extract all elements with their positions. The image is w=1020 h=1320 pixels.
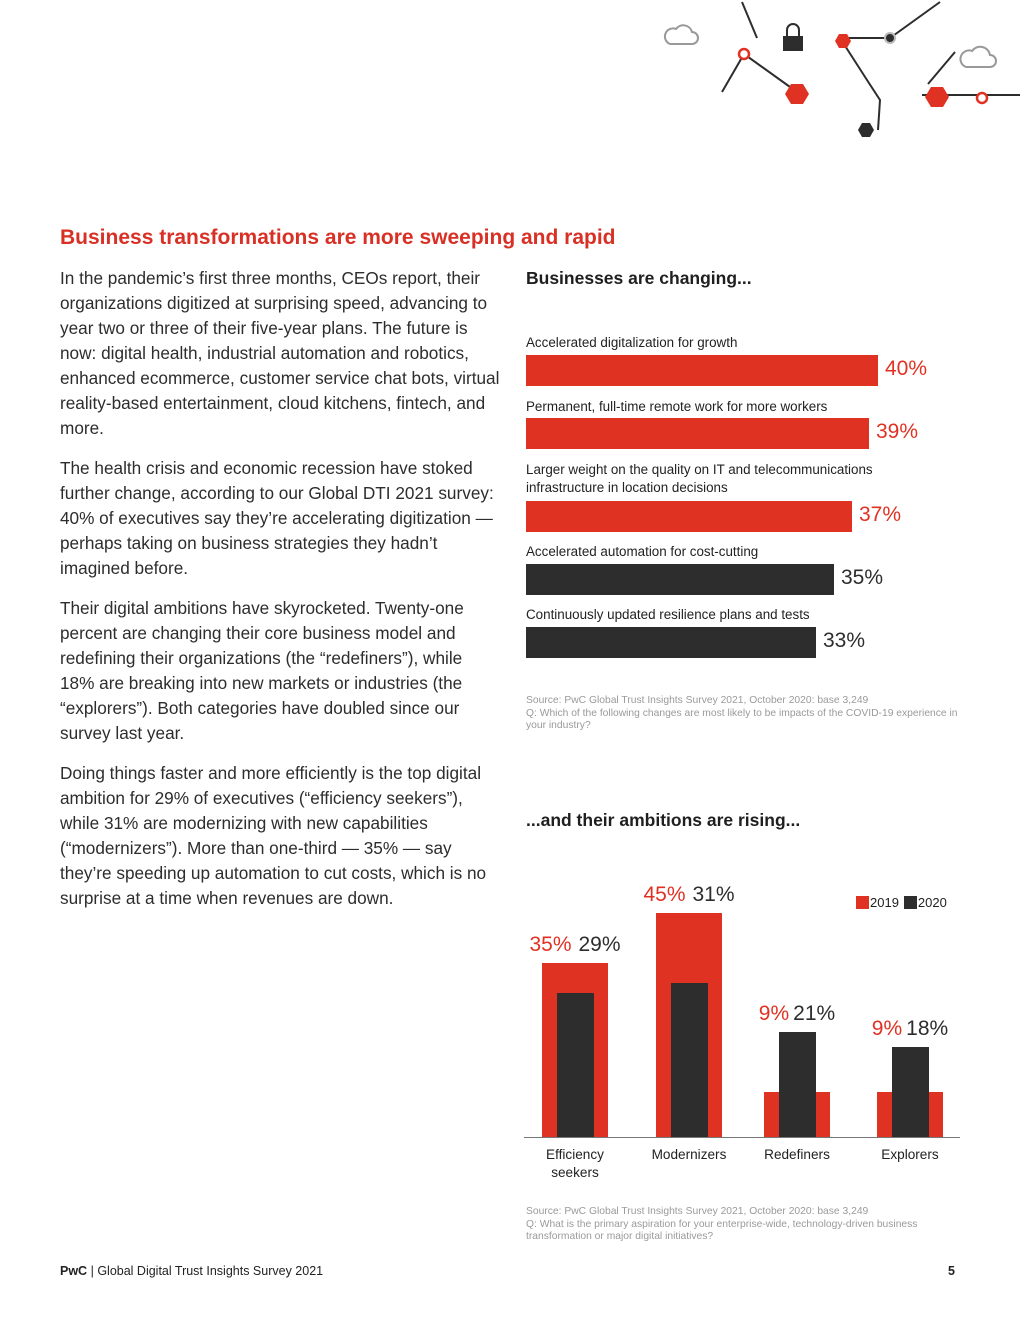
value-label-pair [840,1017,980,1041]
node-hexagon-dark [858,123,874,137]
bar-value: 35% [841,566,884,589]
cloud-icon [665,25,698,44]
bar-label: Accelerated automation for cost-cutting [526,544,759,559]
category-label: Explorers [881,1147,939,1162]
question-line: Q: What is the primary aspiration for your enterprise-wide, technology-driven business transformation or major digital initiatives? [526,1218,918,1242]
padlock-icon [783,24,803,51]
bar-2020 [779,1032,816,1137]
paragraph: The health crisis and economic recession have stoked further change, according to our Global DTI 2021 survey: 40% of executives say they’re accelerating digitization — perhaps taking on business strategies they hadn’t imagined before. [60,458,494,578]
chart-source [526,1206,966,1244]
bar-label: Larger weight on the quality on IT and telecommunications infrastructure in location decisions [526,462,873,495]
value-label-2019: 9% [871,1017,903,1040]
bar-value: 39% [876,420,919,443]
paragraph: In the pandemic’s first three months, CEOs report, their organizations digitized at surprising speed, advancing to year two or three of their five-year plans. The future is now: digital health, industrial automation and robotics, enhanced ecommerce, customer service chat bots, virtual reality-based entertainment, cloud kitchens, fintech, and more. [60,268,500,438]
footer-brand: PwC [60,1264,88,1278]
node-hexagon-red [925,87,949,107]
node-dot [885,33,895,43]
footer-separator: | [90,1264,94,1278]
cloud-icon [960,47,996,67]
body-text [60,266,500,926]
bar [526,418,869,449]
bar-2020 [892,1047,929,1137]
category-label: Modernizers [651,1147,727,1162]
bar [526,564,834,595]
category-label: Efficiency seekers [546,1147,604,1180]
legend-label-2020: 2020 [917,894,947,910]
bar-2020 [557,993,594,1137]
value-label-2020: 31% [692,883,735,906]
section-heading: Business transformations are more sweeping and rapid [60,226,616,249]
bar-value: 37% [859,503,902,526]
bar-label: Continuously updated resilience plans and tests [526,607,810,622]
chart-title-changing: Businesses are changing... [526,268,752,288]
chart-title-ambitions: ...and their ambitions are rising... [526,810,801,830]
network-decoration [660,0,1020,150]
source-line: Source: PwC Global Trust Insights Survey 2021, October 2020: base 3,249 [526,695,869,706]
x-axis [524,1137,960,1138]
source-line: Source: PwC Global Trust Insights Survey 2021, October 2020: base 3,249 [526,1206,869,1217]
legend [856,894,947,910]
value-label-pair [505,933,645,957]
value-label-2020: 18% [906,1017,949,1040]
value-label-2020: 29% [578,933,621,956]
bar [526,355,878,386]
paragraph: Doing things faster and more efficiently is the top digital ambition for 29% of executives (“efficiency seekers”), while 31% are modernizing with new capabilities (“modernizers”). More than one-third — 35% — say they’re speeding up automation to cut costs, which is no surprise at a time when revenues are down. [60,763,487,908]
legend-swatch-2019 [856,896,869,909]
bar-label: Accelerated digitalization for growth [526,335,738,350]
value-label-2019: 35% [529,933,572,956]
bar [526,627,816,658]
category-label: Redefiners [764,1147,830,1162]
value-label-pair [619,883,759,907]
bar-label: Permanent, full-time remote work for more workers [526,399,828,414]
footer [60,1264,323,1278]
footer-title: Global Digital Trust Insights Survey 2021 [97,1264,324,1278]
bar-value: 33% [823,629,866,652]
node-ring [977,93,987,103]
value-label-2019: 45% [643,883,686,906]
value-label-2019: 9% [758,1002,790,1025]
bar-2020 [671,983,708,1137]
paragraph: Their digital ambitions have skyrocketed. Twenty-one percent are changing their core business model and redefining their organizations (the “redefiners”), while 18% are breaking into new markets or industries (the “explorers”). Both categories have doubled since our survey last year. [60,598,464,743]
page-number: 5 [948,1264,955,1278]
bar [526,501,852,532]
value-label-2020: 21% [793,1002,836,1025]
legend-swatch-2020 [904,896,917,909]
chart-source [526,695,966,733]
legend-label-2019: 2019 [870,894,899,910]
question-line: Q: Which of the following changes are most likely to be impacts of the COVID-19 experience in your industry? [526,707,958,731]
node-hexagon-red [835,34,851,48]
bar-value: 40% [885,357,928,380]
node-ring [739,49,749,59]
